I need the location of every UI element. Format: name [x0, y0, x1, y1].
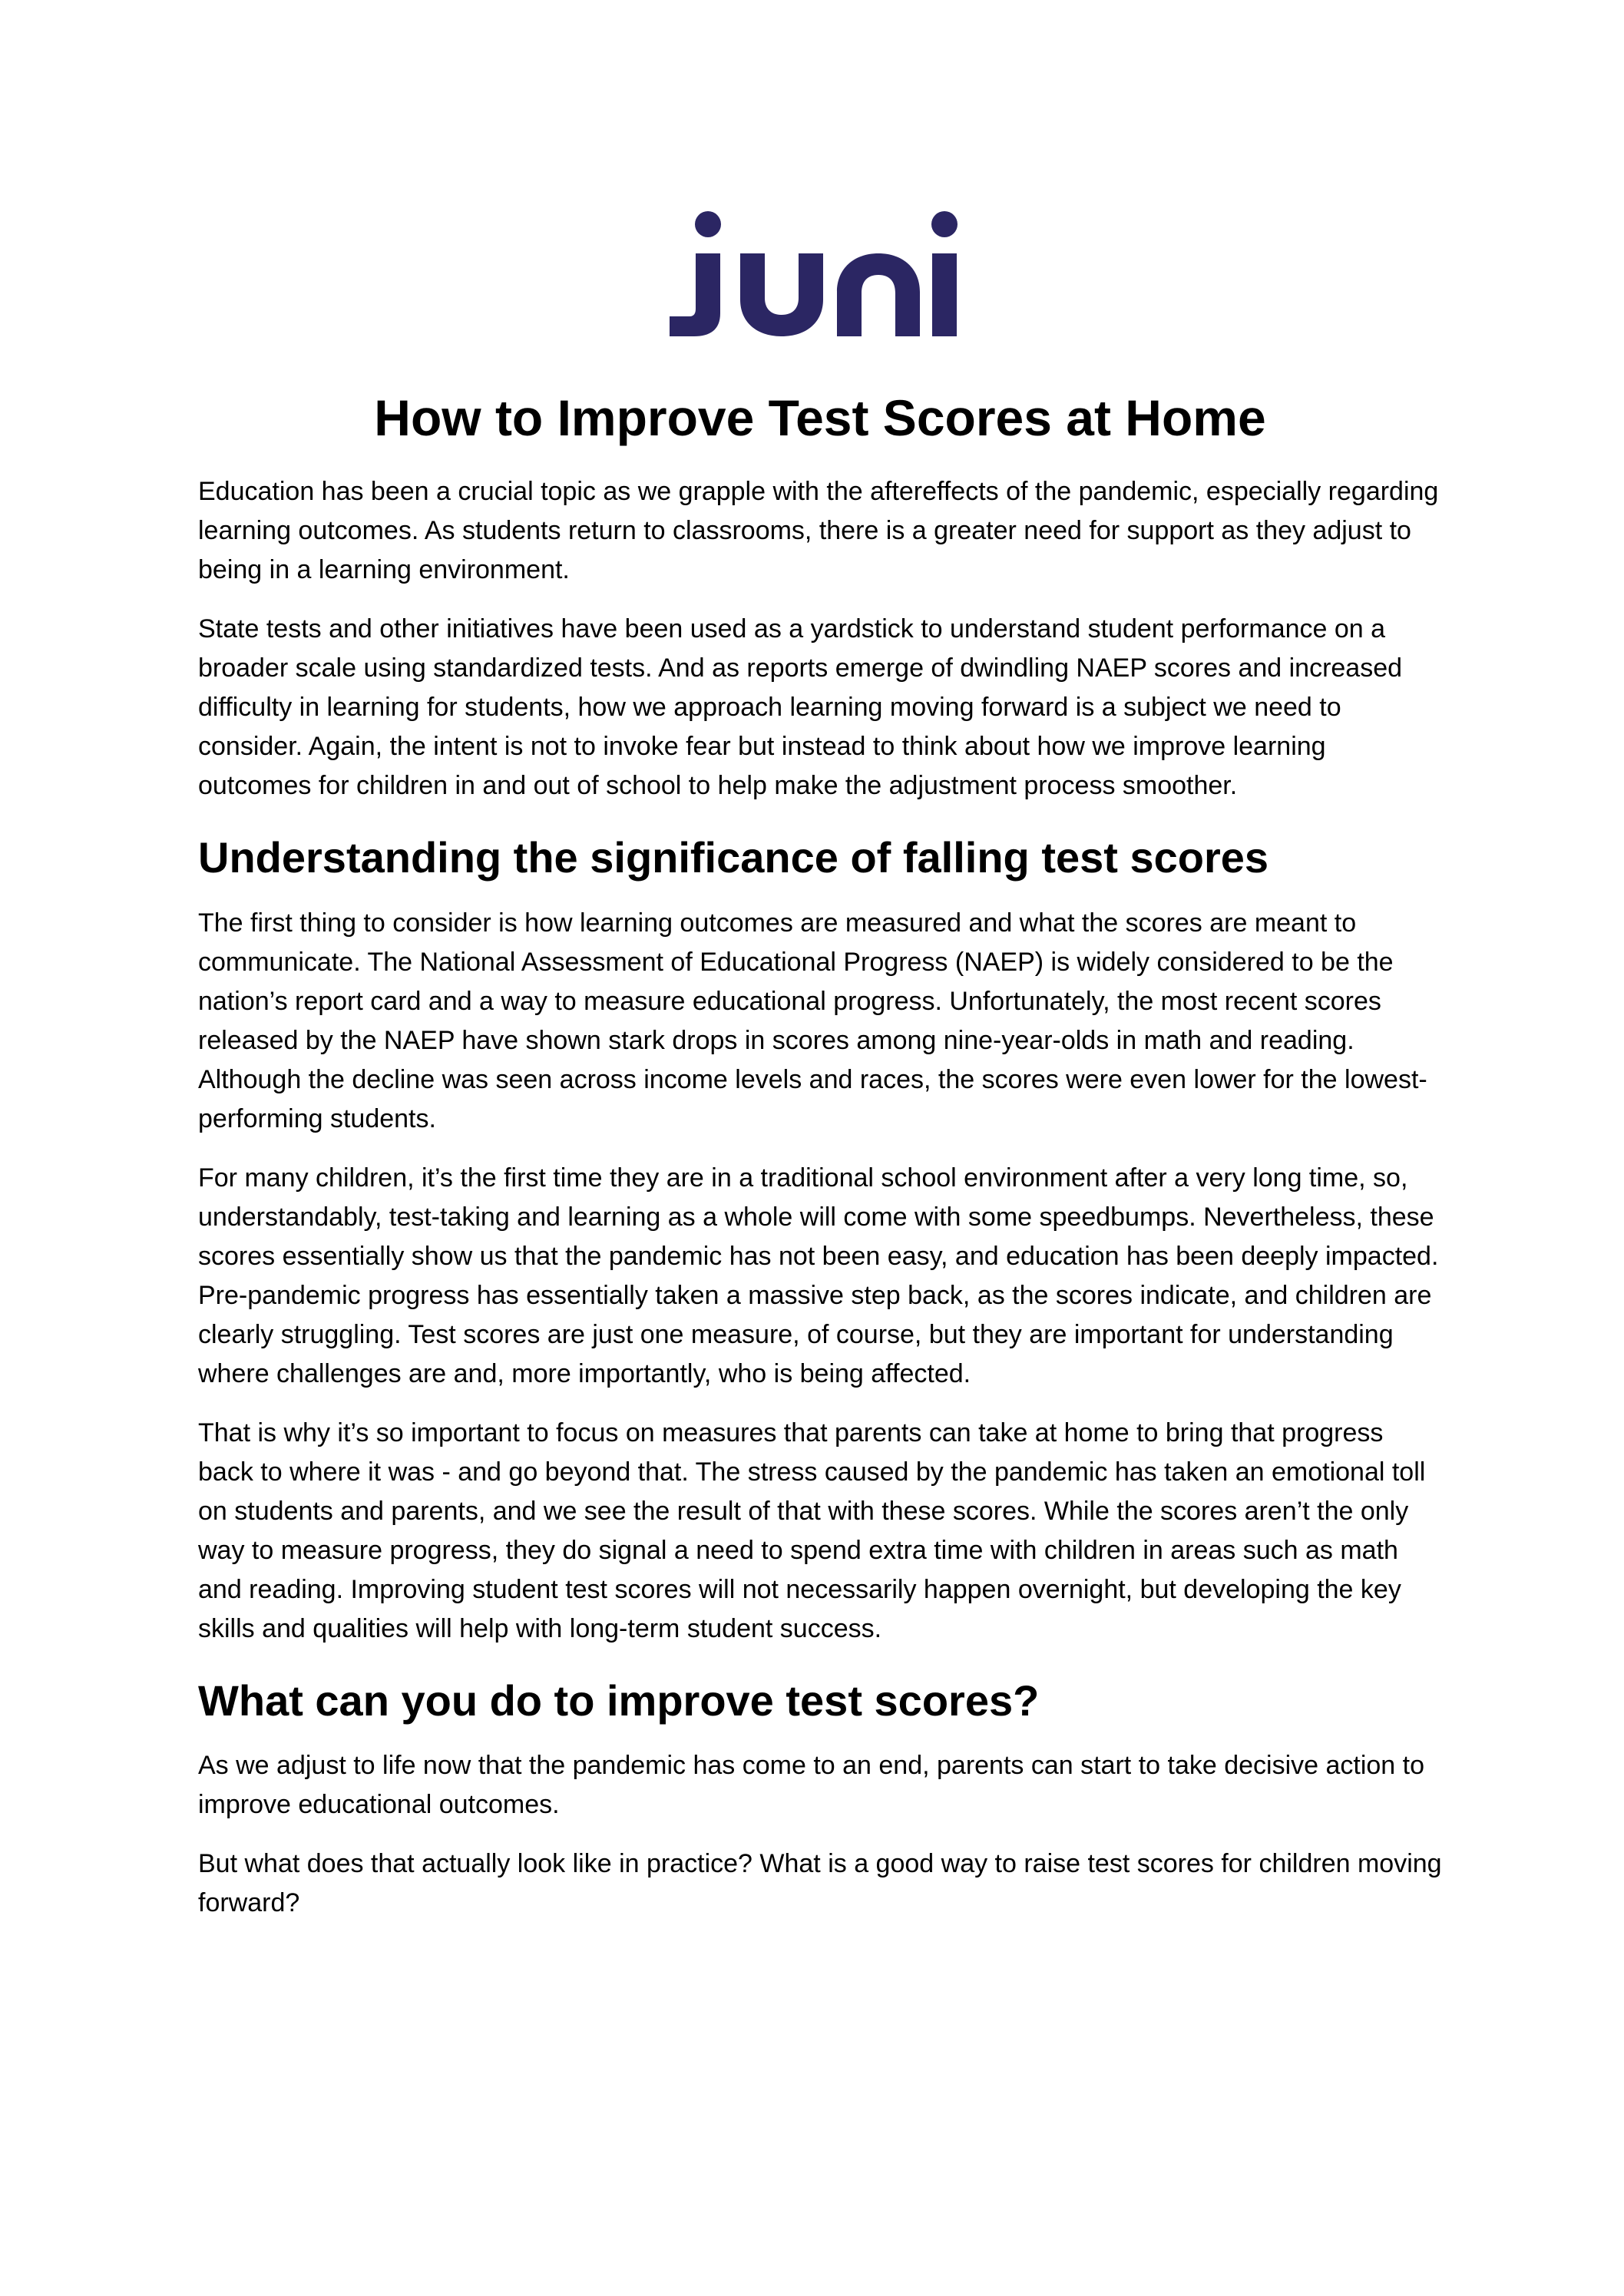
document-title: How to Improve Test Scores at Home	[374, 389, 1266, 446]
section-1-paragraph-2: For many children, it’s the first time they are in a traditional school environment after a very long time, so, understandably, test-taking and learning as a whole will come with some speedbumps. Nevertheless, these scores essentially show us that the pandemic has not been easy, and education has been deeply impacted. Pre-pandemic progress has essentially taken a massive step back, as the scores indicate, and children are clearly struggling. Test scores are just one measure, of course, but they are important for understanding where challenges are and, more importantly, who is being affected.	[198, 1163, 1439, 1388]
section-heading-improve: What can you do to improve test scores?	[198, 1676, 1040, 1725]
intro-paragraph-1: Education has been a crucial topic as we grapple with the aftereffects of the pandemic, especially regarding learning outcomes. As students return to classrooms, there is a greater need for support as they adjust to being in a learning environment.	[198, 477, 1439, 585]
section-2-paragraph-2: But what does that actually look like in practice? What is a good way to raise test scores for children moving forward?	[198, 1849, 1442, 1918]
intro-paragraph-2: State tests and other initiatives have been used as a yardstick to understand student performance on a broader scale using standardized tests. And as reports emerge of dwindling NAEP scores and increased difficulty in learning for students, how we approach learning moving forward is a subject we need to consider. Again, the intent is not to invoke fear but instead to think about how we improve learning outcomes for children in and out of school to help make the adjustment process smoother.	[198, 614, 1403, 801]
section-1-paragraph-3: That is why it’s so important to focus on measures that parents can take at home to bring that progress back to where it was - and go beyond that. The stress caused by the pandemic has taken an emotional toll on students and parents, and we see the result of that with these scores. While the scores aren’t the only way to measure progress, they do signal a need to spend extra time with children in areas such as math and reading. Improving student test scores will not necessarily happen overnight, but developing the key skills and qualities will help with long-term student success.	[198, 1418, 1426, 1643]
section-2-paragraph-1: As we adjust to life now that the pandemic has come to an end, parents can start to take decisive action to improve educational outcomes.	[198, 1751, 1425, 1820]
brand-logo	[0, 207, 1624, 338]
article-content	[198, 384, 1442, 1943]
section-heading-significance: Understanding the significance of falling test scores	[198, 833, 1269, 882]
section-1-paragraph-1: The first thing to consider is how learning outcomes are measured and what the scores are meant to communicate. The National Assessment of Educational Progress (NAEP) is widely considered to be the nation’s report card and a way to measure educational progress. Unfortunately, the most recent scores released by the NAEP have shown stark drops in scores among nine-year-olds in math and reading. Although the decline was seen across income levels and races, the scores were even lower for the lowest-performing students.	[198, 908, 1427, 1133]
juni-logo-icon	[666, 207, 958, 338]
